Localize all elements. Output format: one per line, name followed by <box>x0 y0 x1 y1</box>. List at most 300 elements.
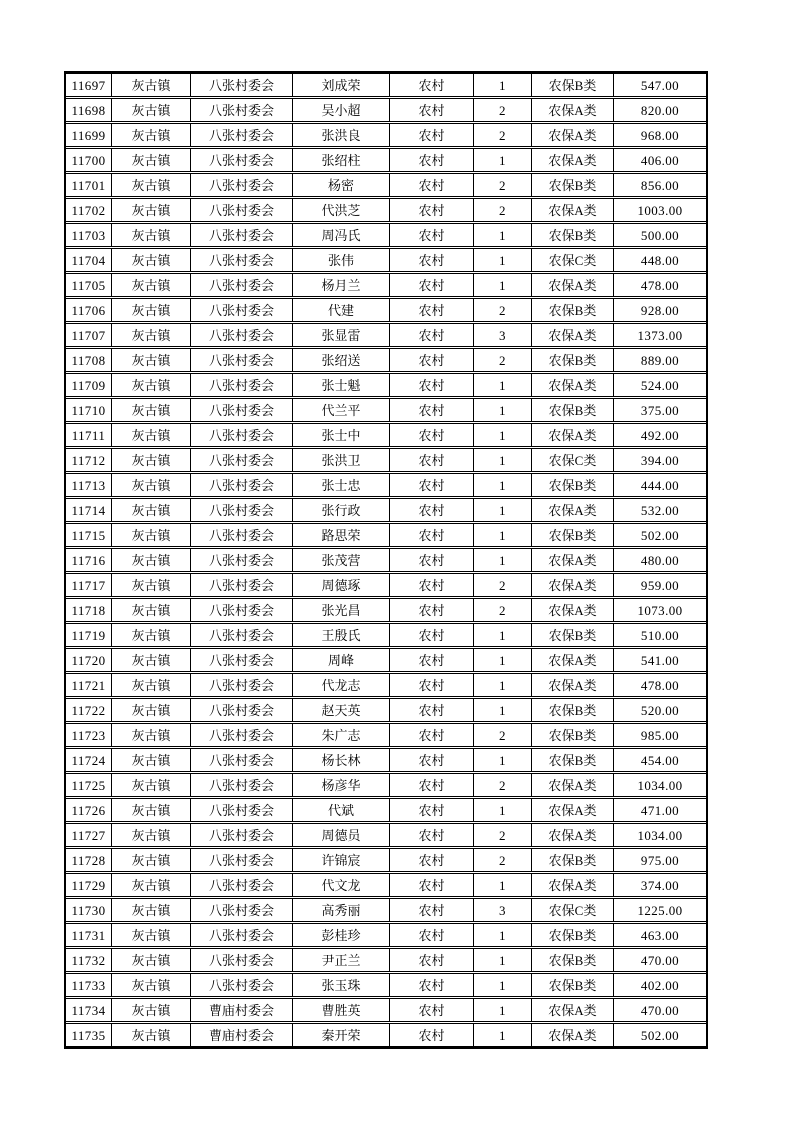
cell-person_count: 1 <box>474 449 532 471</box>
cell-person_count: 2 <box>474 174 532 196</box>
cell-person_name: 代建 <box>293 299 390 321</box>
cell-record_id: 11711 <box>66 424 112 446</box>
cell-person_name: 张光昌 <box>293 599 390 621</box>
cell-insurance_type: 农保A类 <box>532 799 614 821</box>
cell-insurance_type: 农保A类 <box>532 274 614 296</box>
cell-person_name: 周德琢 <box>293 574 390 596</box>
cell-category: 农村 <box>390 874 474 896</box>
cell-person_name: 杨长林 <box>293 749 390 771</box>
cell-village_committee: 八张村委会 <box>191 624 293 646</box>
cell-insurance_type: 农保B类 <box>532 74 614 96</box>
cell-town: 灰古镇 <box>112 324 191 346</box>
cell-amount: 470.00 <box>640 1002 680 1018</box>
cell-village_committee: 八张村委会 <box>191 499 293 521</box>
table-row <box>66 198 706 222</box>
cell-record_id: 11707 <box>66 324 112 346</box>
cell-insurance_type: 农保A类 <box>532 1024 614 1046</box>
cell-category: 农村 <box>390 274 474 296</box>
cell-amount: 478.00 <box>640 677 680 693</box>
cell-person_name: 刘成荣 <box>293 74 390 96</box>
cell-town: 灰古镇 <box>112 349 191 371</box>
cell-amount: 444.00 <box>640 477 680 493</box>
cell-record_id: 11699 <box>66 124 112 146</box>
cell-person_name: 代龙志 <box>293 674 390 696</box>
cell-person_count: 1 <box>474 1024 532 1046</box>
cell-amount: 502.00 <box>640 1027 680 1043</box>
table-row <box>66 823 706 847</box>
cell-town: 灰古镇 <box>112 749 191 771</box>
cell-town: 灰古镇 <box>112 624 191 646</box>
cell-amount: 820.00 <box>640 102 680 118</box>
cell-person_count: 1 <box>474 549 532 571</box>
cell-person_name: 张绍柱 <box>293 149 390 171</box>
cell-town: 灰古镇 <box>112 574 191 596</box>
cell-amount: 889.00 <box>640 352 680 368</box>
cell-village_committee: 八张村委会 <box>191 149 293 171</box>
cell-village_committee: 八张村委会 <box>191 349 293 371</box>
cell-amount: 470.00 <box>640 952 680 968</box>
cell-town: 灰古镇 <box>112 174 191 196</box>
cell-record_id: 11713 <box>66 474 112 496</box>
cell-village_committee: 八张村委会 <box>191 449 293 471</box>
cell-person_name: 张伟 <box>293 249 390 271</box>
cell-record_id: 11730 <box>66 899 112 921</box>
cell-category: 农村 <box>390 899 474 921</box>
cell-insurance_type: 农保C类 <box>532 899 614 921</box>
cell-person_name: 杨月兰 <box>293 274 390 296</box>
cell-record_id: 11733 <box>66 974 112 996</box>
cell-village_committee: 八张村委会 <box>191 324 293 346</box>
cell-town: 灰古镇 <box>112 224 191 246</box>
cell-town: 灰古镇 <box>112 449 191 471</box>
cell-record_id: 11705 <box>66 274 112 296</box>
cell-town: 灰古镇 <box>112 1024 191 1046</box>
cell-insurance_type: 农保A类 <box>532 124 614 146</box>
cell-person_count: 2 <box>474 99 532 121</box>
table-row <box>66 448 706 472</box>
cell-person_name: 杨密 <box>293 174 390 196</box>
cell-insurance_type: 农保A类 <box>532 549 614 571</box>
cell-town: 灰古镇 <box>112 374 191 396</box>
cell-amount: 375.00 <box>640 402 680 418</box>
cell-category: 农村 <box>390 924 474 946</box>
cell-record_id: 11701 <box>66 174 112 196</box>
table-row <box>66 273 706 297</box>
cell-town: 灰古镇 <box>112 649 191 671</box>
table-row <box>66 548 706 572</box>
cell-record_id: 11717 <box>66 574 112 596</box>
cell-category: 农村 <box>390 374 474 396</box>
cell-town: 灰古镇 <box>112 924 191 946</box>
cell-village_committee: 八张村委会 <box>191 824 293 846</box>
cell-town: 灰古镇 <box>112 124 191 146</box>
cell-insurance_type: 农保B类 <box>532 474 614 496</box>
cell-category: 农村 <box>390 449 474 471</box>
cell-village_committee: 八张村委会 <box>191 74 293 96</box>
cell-town: 灰古镇 <box>112 299 191 321</box>
cell-insurance_type: 农保B类 <box>532 924 614 946</box>
cell-person_name: 周峰 <box>293 649 390 671</box>
cell-amount: 1225.00 <box>637 902 683 918</box>
cell-person_count: 1 <box>474 874 532 896</box>
cell-insurance_type: 农保A类 <box>532 649 614 671</box>
cell-amount: 1034.00 <box>637 827 683 843</box>
cell-person_count: 1 <box>474 924 532 946</box>
cell-amount: 471.00 <box>640 802 680 818</box>
cell-insurance_type: 农保A类 <box>532 774 614 796</box>
cell-village_committee: 八张村委会 <box>191 199 293 221</box>
cell-amount: 394.00 <box>640 452 680 468</box>
cell-insurance_type: 农保A类 <box>532 199 614 221</box>
cell-person_count: 2 <box>474 349 532 371</box>
cell-village_committee: 八张村委会 <box>191 99 293 121</box>
cell-person_count: 3 <box>474 899 532 921</box>
cell-town: 灰古镇 <box>112 774 191 796</box>
cell-record_id: 11702 <box>66 199 112 221</box>
cell-town: 灰古镇 <box>112 949 191 971</box>
cell-town: 灰古镇 <box>112 99 191 121</box>
cell-category: 农村 <box>390 524 474 546</box>
cell-category: 农村 <box>390 99 474 121</box>
cell-amount: 502.00 <box>640 527 680 543</box>
cell-category: 农村 <box>390 299 474 321</box>
table-row <box>66 998 706 1022</box>
cell-person_count: 1 <box>474 274 532 296</box>
cell-record_id: 11700 <box>66 149 112 171</box>
cell-person_name: 张茂营 <box>293 549 390 571</box>
table-row <box>66 723 706 747</box>
cell-person_name: 彭桂珍 <box>293 924 390 946</box>
cell-town: 灰古镇 <box>112 824 191 846</box>
cell-person_name: 张士中 <box>293 424 390 446</box>
table-row <box>66 948 706 972</box>
cell-record_id: 11710 <box>66 399 112 421</box>
cell-insurance_type: 农保C类 <box>532 449 614 471</box>
cell-record_id: 11712 <box>66 449 112 471</box>
cell-person_name: 张士忠 <box>293 474 390 496</box>
cell-insurance_type: 农保A类 <box>532 674 614 696</box>
cell-person_name: 代兰平 <box>293 399 390 421</box>
cell-amount: 402.00 <box>640 977 680 993</box>
cell-person_name: 张玉珠 <box>293 974 390 996</box>
cell-town: 灰古镇 <box>112 474 191 496</box>
cell-person_count: 1 <box>474 974 532 996</box>
cell-person_name: 张洪良 <box>293 124 390 146</box>
cell-person_count: 1 <box>474 699 532 721</box>
cell-category: 农村 <box>390 799 474 821</box>
cell-town: 灰古镇 <box>112 799 191 821</box>
cell-category: 农村 <box>390 774 474 796</box>
table-row <box>66 698 706 722</box>
cell-person_name: 吴小超 <box>293 99 390 121</box>
cell-town: 灰古镇 <box>112 249 191 271</box>
table-row <box>66 498 706 522</box>
cell-record_id: 11734 <box>66 999 112 1021</box>
cell-record_id: 11706 <box>66 299 112 321</box>
cell-amount: 1373.00 <box>637 327 683 343</box>
cell-record_id: 11719 <box>66 624 112 646</box>
cell-category: 农村 <box>390 499 474 521</box>
cell-person_count: 1 <box>474 624 532 646</box>
cell-insurance_type: 农保B类 <box>532 299 614 321</box>
cell-person_name: 张绍送 <box>293 349 390 371</box>
pension-roster-table <box>64 71 708 1049</box>
cell-person_count: 2 <box>474 724 532 746</box>
table-row <box>66 373 706 397</box>
cell-village_committee: 八张村委会 <box>191 849 293 871</box>
table-row <box>66 973 706 997</box>
cell-amount: 1034.00 <box>637 777 683 793</box>
cell-person_name: 赵天英 <box>293 699 390 721</box>
cell-village_committee: 曹庙村委会 <box>191 999 293 1021</box>
table-row <box>66 298 706 322</box>
cell-amount: 478.00 <box>640 277 680 293</box>
cell-category: 农村 <box>390 174 474 196</box>
cell-person_count: 2 <box>474 599 532 621</box>
cell-category: 农村 <box>390 949 474 971</box>
cell-insurance_type: 农保A类 <box>532 149 614 171</box>
cell-village_committee: 八张村委会 <box>191 799 293 821</box>
cell-village_committee: 八张村委会 <box>191 974 293 996</box>
cell-village_committee: 八张村委会 <box>191 949 293 971</box>
cell-person_name: 王殷氏 <box>293 624 390 646</box>
table-row <box>66 348 706 372</box>
cell-town: 灰古镇 <box>112 999 191 1021</box>
cell-record_id: 11708 <box>66 349 112 371</box>
cell-insurance_type: 农保B类 <box>532 399 614 421</box>
cell-amount: 492.00 <box>640 427 680 443</box>
cell-village_committee: 曹庙村委会 <box>191 1024 293 1046</box>
cell-category: 农村 <box>390 824 474 846</box>
cell-amount: 1003.00 <box>637 202 683 218</box>
table-row <box>66 73 706 97</box>
cell-village_committee: 八张村委会 <box>191 599 293 621</box>
cell-person_count: 1 <box>474 74 532 96</box>
cell-person_name: 代文龙 <box>293 874 390 896</box>
cell-category: 农村 <box>390 649 474 671</box>
cell-person_count: 1 <box>474 249 532 271</box>
cell-person_name: 张行政 <box>293 499 390 521</box>
cell-person_count: 1 <box>474 674 532 696</box>
cell-town: 灰古镇 <box>112 499 191 521</box>
cell-amount: 547.00 <box>640 77 680 93</box>
cell-category: 农村 <box>390 324 474 346</box>
cell-category: 农村 <box>390 124 474 146</box>
cell-amount: 510.00 <box>640 627 680 643</box>
table-row <box>66 573 706 597</box>
cell-person_count: 2 <box>474 299 532 321</box>
cell-record_id: 11728 <box>66 849 112 871</box>
cell-insurance_type: 农保B类 <box>532 224 614 246</box>
table-row <box>66 598 706 622</box>
table-row <box>66 748 706 772</box>
cell-town: 灰古镇 <box>112 549 191 571</box>
cell-person_count: 1 <box>474 424 532 446</box>
cell-village_committee: 八张村委会 <box>191 249 293 271</box>
cell-village_committee: 八张村委会 <box>191 299 293 321</box>
cell-person_count: 1 <box>474 224 532 246</box>
cell-record_id: 11709 <box>66 374 112 396</box>
cell-record_id: 11729 <box>66 874 112 896</box>
cell-person_count: 1 <box>474 524 532 546</box>
table-row <box>66 423 706 447</box>
table-row <box>66 623 706 647</box>
cell-person_name: 周德员 <box>293 824 390 846</box>
cell-category: 农村 <box>390 149 474 171</box>
cell-person_name: 代洪芝 <box>293 199 390 221</box>
cell-town: 灰古镇 <box>112 724 191 746</box>
cell-village_committee: 八张村委会 <box>191 724 293 746</box>
cell-person_name: 张士魁 <box>293 374 390 396</box>
table-row <box>66 798 706 822</box>
cell-amount: 520.00 <box>640 702 680 718</box>
cell-amount: 541.00 <box>640 652 680 668</box>
cell-amount: 985.00 <box>640 727 680 743</box>
cell-person_count: 1 <box>474 149 532 171</box>
cell-town: 灰古镇 <box>112 524 191 546</box>
cell-village_committee: 八张村委会 <box>191 124 293 146</box>
cell-category: 农村 <box>390 674 474 696</box>
cell-village_committee: 八张村委会 <box>191 424 293 446</box>
cell-record_id: 11718 <box>66 599 112 621</box>
cell-record_id: 11725 <box>66 774 112 796</box>
cell-person_name: 代斌 <box>293 799 390 821</box>
cell-village_committee: 八张村委会 <box>191 274 293 296</box>
table-row <box>66 173 706 197</box>
cell-town: 灰古镇 <box>112 974 191 996</box>
cell-category: 农村 <box>390 724 474 746</box>
cell-town: 灰古镇 <box>112 149 191 171</box>
cell-village_committee: 八张村委会 <box>191 574 293 596</box>
cell-village_committee: 八张村委会 <box>191 749 293 771</box>
cell-town: 灰古镇 <box>112 199 191 221</box>
table-row <box>66 248 706 272</box>
cell-amount: 463.00 <box>640 927 680 943</box>
cell-town: 灰古镇 <box>112 399 191 421</box>
cell-insurance_type: 农保A类 <box>532 824 614 846</box>
cell-amount: 968.00 <box>640 127 680 143</box>
cell-insurance_type: 农保A类 <box>532 324 614 346</box>
cell-person_count: 2 <box>474 824 532 846</box>
cell-person_name: 高秀丽 <box>293 899 390 921</box>
table-row <box>66 473 706 497</box>
cell-person_count: 1 <box>474 949 532 971</box>
cell-amount: 856.00 <box>640 177 680 193</box>
cell-person_name: 张显雷 <box>293 324 390 346</box>
cell-category: 农村 <box>390 599 474 621</box>
cell-person_name: 杨彦华 <box>293 774 390 796</box>
cell-insurance_type: 农保B类 <box>532 749 614 771</box>
cell-record_id: 11735 <box>66 1024 112 1046</box>
cell-category: 农村 <box>390 349 474 371</box>
cell-insurance_type: 农保B类 <box>532 974 614 996</box>
cell-category: 农村 <box>390 1024 474 1046</box>
cell-amount: 500.00 <box>640 227 680 243</box>
cell-category: 农村 <box>390 849 474 871</box>
cell-insurance_type: 农保B类 <box>532 949 614 971</box>
cell-village_committee: 八张村委会 <box>191 774 293 796</box>
cell-village_committee: 八张村委会 <box>191 399 293 421</box>
cell-town: 灰古镇 <box>112 874 191 896</box>
cell-record_id: 11727 <box>66 824 112 846</box>
cell-person_name: 周冯氏 <box>293 224 390 246</box>
cell-person_name: 张洪卫 <box>293 449 390 471</box>
cell-category: 农村 <box>390 474 474 496</box>
cell-record_id: 11703 <box>66 224 112 246</box>
table-row <box>66 223 706 247</box>
cell-insurance_type: 农保B类 <box>532 524 614 546</box>
cell-amount: 374.00 <box>640 877 680 893</box>
cell-person_name: 许锦宸 <box>293 849 390 871</box>
cell-person_count: 1 <box>474 499 532 521</box>
cell-insurance_type: 农保C类 <box>532 249 614 271</box>
cell-amount: 975.00 <box>640 852 680 868</box>
cell-amount: 1073.00 <box>637 602 683 618</box>
cell-category: 农村 <box>390 974 474 996</box>
cell-category: 农村 <box>390 749 474 771</box>
cell-village_committee: 八张村委会 <box>191 649 293 671</box>
table-row <box>66 523 706 547</box>
cell-village_committee: 八张村委会 <box>191 374 293 396</box>
cell-record_id: 11720 <box>66 649 112 671</box>
cell-record_id: 11698 <box>66 99 112 121</box>
cell-person_name: 秦开荣 <box>293 1024 390 1046</box>
cell-category: 农村 <box>390 74 474 96</box>
cell-insurance_type: 农保B类 <box>532 699 614 721</box>
cell-record_id: 11723 <box>66 724 112 746</box>
cell-amount: 524.00 <box>640 377 680 393</box>
cell-town: 灰古镇 <box>112 849 191 871</box>
cell-insurance_type: 农保A类 <box>532 599 614 621</box>
cell-category: 农村 <box>390 249 474 271</box>
cell-insurance_type: 农保A类 <box>532 374 614 396</box>
table-row <box>66 848 706 872</box>
cell-person_count: 1 <box>474 374 532 396</box>
cell-village_committee: 八张村委会 <box>191 874 293 896</box>
cell-person_count: 3 <box>474 324 532 346</box>
cell-insurance_type: 农保B类 <box>532 849 614 871</box>
table-row <box>66 398 706 422</box>
cell-village_committee: 八张村委会 <box>191 674 293 696</box>
cell-person_name: 尹正兰 <box>293 949 390 971</box>
cell-person_name: 路思荣 <box>293 524 390 546</box>
cell-category: 农村 <box>390 624 474 646</box>
cell-insurance_type: 农保A类 <box>532 99 614 121</box>
cell-insurance_type: 农保A类 <box>532 999 614 1021</box>
cell-village_committee: 八张村委会 <box>191 474 293 496</box>
table-row <box>66 123 706 147</box>
cell-category: 农村 <box>390 224 474 246</box>
cell-record_id: 11726 <box>66 799 112 821</box>
table-row <box>66 673 706 697</box>
cell-village_committee: 八张村委会 <box>191 699 293 721</box>
cell-record_id: 11704 <box>66 249 112 271</box>
cell-village_committee: 八张村委会 <box>191 174 293 196</box>
cell-record_id: 11716 <box>66 549 112 571</box>
cell-record_id: 11724 <box>66 749 112 771</box>
cell-category: 农村 <box>390 549 474 571</box>
cell-record_id: 11731 <box>66 924 112 946</box>
cell-amount: 406.00 <box>640 152 680 168</box>
table-row <box>66 1023 706 1047</box>
table-row <box>66 873 706 897</box>
cell-record_id: 11721 <box>66 674 112 696</box>
cell-insurance_type: 农保B类 <box>532 724 614 746</box>
table-row <box>66 148 706 172</box>
cell-town: 灰古镇 <box>112 424 191 446</box>
cell-person_count: 2 <box>474 774 532 796</box>
cell-amount: 454.00 <box>640 752 680 768</box>
